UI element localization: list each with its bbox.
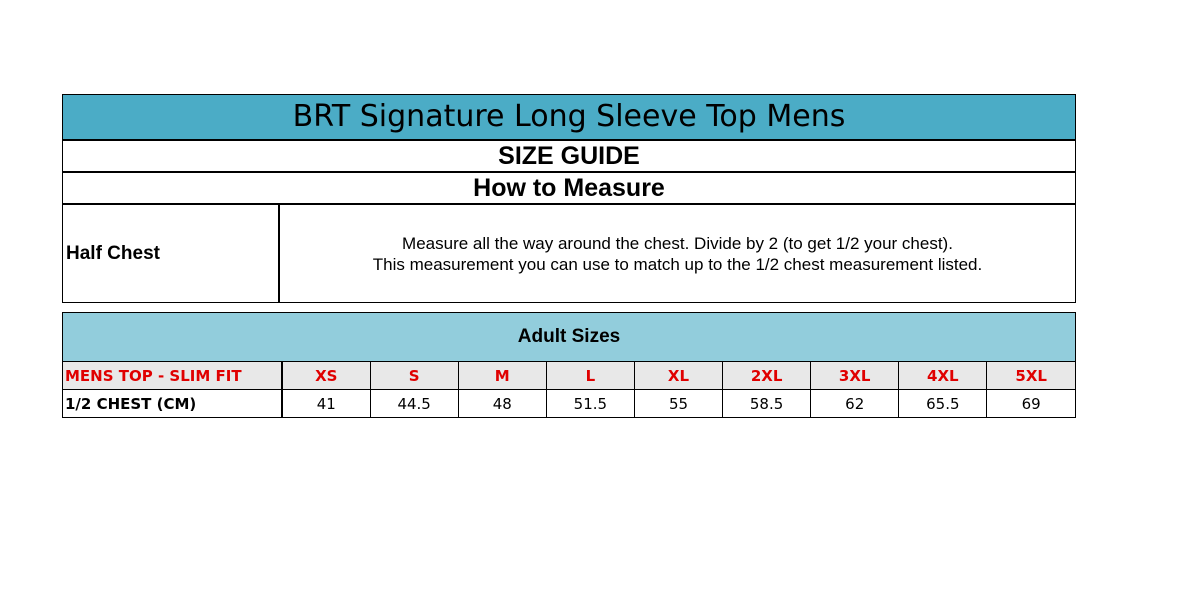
guide-title: BRT Signature Long Sleeve Top Mens	[292, 99, 846, 134]
size-label-cell: S	[370, 362, 458, 390]
chest-value-cell: 62	[811, 390, 899, 418]
chest-value-cell: 41	[282, 390, 370, 418]
description-line-2: This measurement you can use to match up to the 1/2 chest measurement listed.	[372, 254, 983, 274]
size-guide-heading: SIZE GUIDE	[498, 141, 640, 170]
size-label-cell: XS	[282, 362, 370, 390]
chest-value-cell: 65.5	[899, 390, 987, 418]
guide-title-row	[63, 95, 1075, 141]
chest-value-cell: 55	[634, 390, 722, 418]
chest-value-cell: 58.5	[723, 390, 811, 418]
description-line-1: Measure all the way around the chest. Divide by 2 (to get 1/2 your chest).	[402, 233, 953, 253]
chest-measurement-row	[63, 390, 1075, 418]
size-guide-row	[63, 141, 1075, 173]
size-label-cell: 3XL	[811, 362, 899, 390]
chest-value-cell: 51.5	[546, 390, 634, 418]
chest-value-cell: 69	[987, 390, 1075, 418]
size-label-cell: XL	[634, 362, 722, 390]
how-to-measure-heading: How to Measure	[473, 173, 665, 202]
how-to-measure-row	[63, 173, 1075, 205]
size-label-cell: 2XL	[723, 362, 811, 390]
chest-value-cell: 44.5	[370, 390, 458, 418]
adult-sizes-block	[62, 312, 1076, 418]
size-label-row	[63, 362, 1075, 390]
half-chest-label: Half Chest	[63, 205, 280, 302]
half-chest-description	[280, 205, 1075, 302]
half-chest-row	[63, 205, 1075, 302]
size-table	[63, 362, 1075, 417]
size-label-cell: M	[458, 362, 546, 390]
adult-sizes-title: Adult Sizes	[517, 326, 621, 347]
size-label-cell: 5XL	[987, 362, 1075, 390]
row-label-mens-top: MENS TOP - SLIM FIT	[63, 362, 282, 390]
row-label-half-chest: 1/2 CHEST (CM)	[63, 390, 282, 418]
adult-sizes-header	[63, 313, 1075, 362]
chest-value-cell: 48	[458, 390, 546, 418]
measure-guide-block	[62, 94, 1076, 303]
size-label-cell: L	[546, 362, 634, 390]
size-label-cell: 4XL	[899, 362, 987, 390]
